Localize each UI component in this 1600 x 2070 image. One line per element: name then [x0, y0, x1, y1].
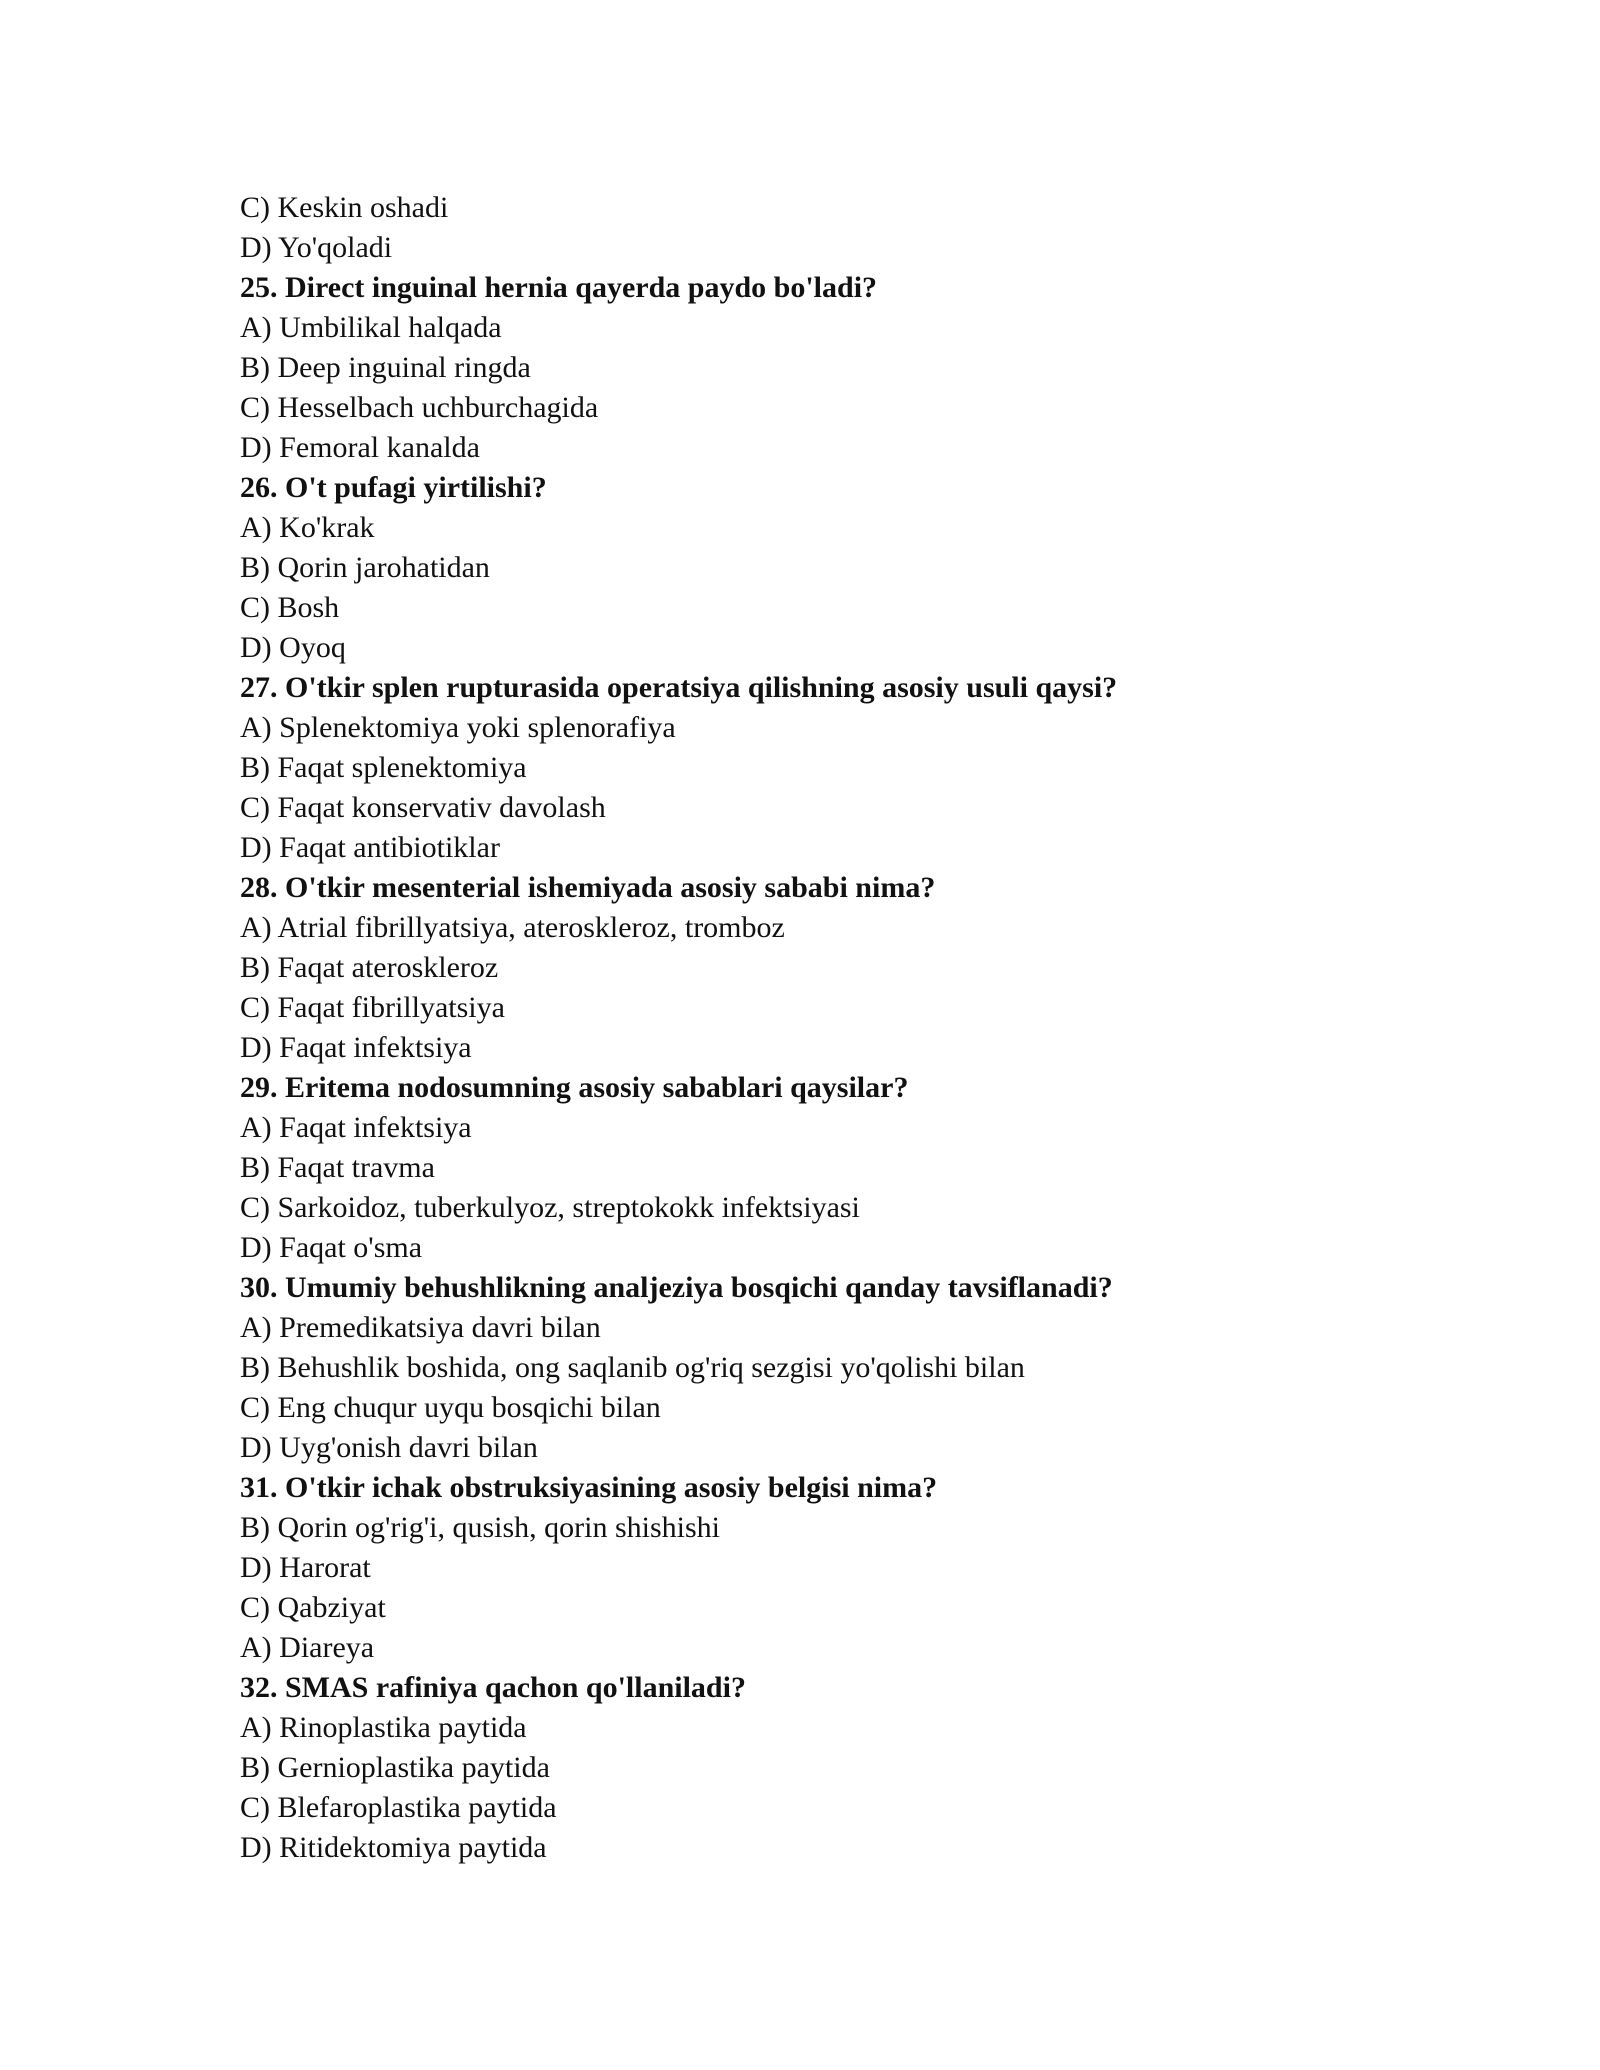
answer-option: C) Sarkoidoz, tuberkulyoz, streptokokk infektsiyasi — [240, 1191, 860, 1224]
answer-option: A) Faqat infektsiya — [240, 1111, 472, 1144]
answer-option: C) Faqat fibrillyatsiya — [240, 991, 505, 1024]
answer-option: D) Femoral kanalda — [240, 431, 480, 464]
answer-option: A) Rinoplastika paytida — [240, 1711, 527, 1744]
answer-option: D) Faqat o'sma — [240, 1231, 423, 1264]
answer-option: A) Premedikatsiya davri bilan — [240, 1311, 601, 1344]
quiz-content — [240, 188, 1440, 1868]
answer-option: B) Deep inguinal ringda — [240, 351, 531, 384]
answer-option: B) Gernioplastika paytida — [240, 1751, 550, 1784]
answer-option: B) Faqat splenektomiya — [240, 751, 527, 784]
answer-option: A) Diareya — [240, 1631, 375, 1664]
answer-option: C) Eng chuqur uyqu bosqichi bilan — [240, 1391, 661, 1424]
answer-option: C) Bosh — [240, 591, 340, 624]
answer-option: C) Qabziyat — [240, 1591, 386, 1624]
answer-option: C) Hesselbach uchburchagida — [240, 391, 599, 424]
question-heading: 29. Eritema nodosumning asosiy sabablari qaysilar? — [240, 1071, 909, 1104]
answer-option: B) Faqat travma — [240, 1151, 435, 1184]
answer-option: B) Qorin og'rig'i, qusish, qorin shishishi — [240, 1511, 720, 1544]
question-heading: 31. O'tkir ichak obstruksiyasining asosiy belgisi nima? — [240, 1471, 938, 1504]
question-heading: 26. O't pufagi yirtilishi? — [240, 471, 547, 504]
answer-option: B) Qorin jarohatidan — [240, 551, 490, 584]
question-heading: 30. Umumiy behushlikning analjeziya bosqichi qanday tavsiflanadi? — [240, 1271, 1113, 1304]
question-heading: 28. O'tkir mesenterial ishemiyada asosiy sababi nima? — [240, 871, 936, 904]
answer-option: C) Faqat konservativ davolash — [240, 791, 606, 824]
question-heading: 25. Direct inguinal hernia qayerda paydo bo'ladi? — [240, 271, 878, 304]
question-heading: 27. O'tkir splen rupturasida operatsiya qilishning asosiy usuli qaysi? — [240, 671, 1118, 704]
answer-option: D) Harorat — [240, 1551, 371, 1584]
answer-option: B) Behushlik boshida, ong saqlanib og'riq sezgisi yo'qolishi bilan — [240, 1351, 1025, 1384]
answer-option: D) Faqat antibiotiklar — [240, 831, 500, 864]
answer-option: A) Splenektomiya yoki splenorafiya — [240, 711, 676, 744]
answer-option: C) Keskin oshadi — [240, 191, 449, 224]
answer-option: D) Yo'qoladi — [240, 231, 393, 264]
answer-option: A) Ko'krak — [240, 511, 375, 544]
question-heading: 32. SMAS rafiniya qachon qo'llaniladi? — [240, 1671, 746, 1704]
answer-option: D) Uyg'onish davri bilan — [240, 1431, 538, 1464]
answer-option: B) Faqat ateroskleroz — [240, 951, 499, 984]
answer-option: D) Ritidektomiya paytida — [240, 1831, 547, 1864]
answer-option: A) Umbilikal halqada — [240, 311, 502, 344]
answer-option: C) Blefaroplastika paytida — [240, 1791, 557, 1824]
answer-option: D) Oyoq — [240, 631, 346, 664]
answer-option: A) Atrial fibrillyatsiya, ateroskleroz, tromboz — [240, 911, 785, 944]
answer-option: D) Faqat infektsiya — [240, 1031, 472, 1064]
